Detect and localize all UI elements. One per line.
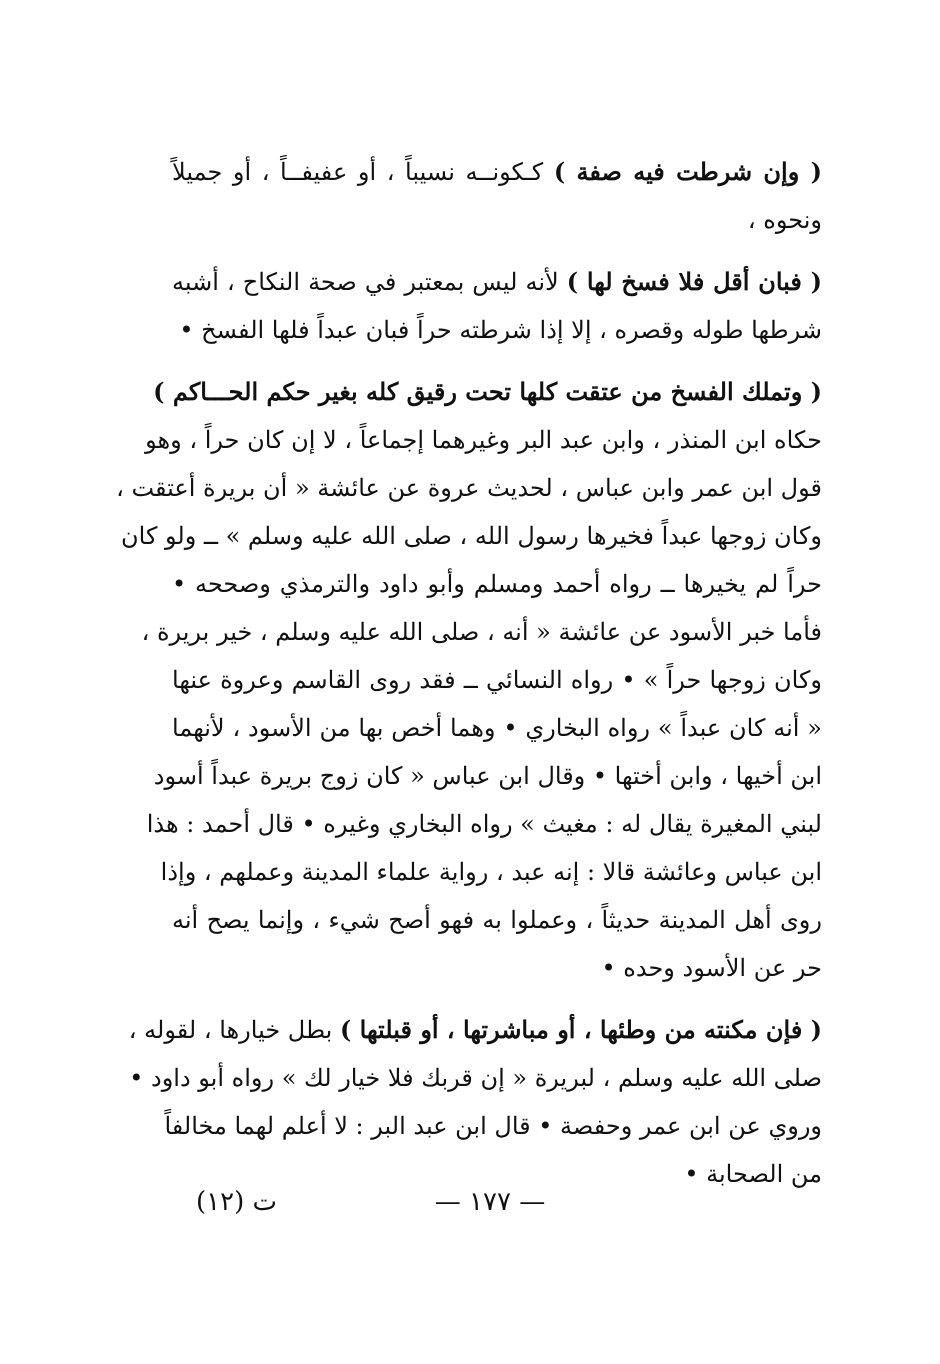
page-body xyxy=(116,148,822,1198)
body-text: فأما خبر الأسود عن عائشة « أنه ، صلى الله عليه وسلم ، خير بريرة ، xyxy=(141,618,822,646)
body-text: شرطها طوله وقصره ، إلا إذا شرطته حراً فبان عبداً فلها الفسخ • xyxy=(179,316,822,344)
body-text: ونحوه ، xyxy=(747,206,822,234)
body-text: وروي عن ابن عمر وحفصة • قال ابن عبد البر : لا أعلم لهما مخالفاً xyxy=(164,1112,822,1140)
body-text: ابن أخيها ، وابن أختها • وقال ابن عباس « كان زوج بريرة عبداً أسود xyxy=(153,762,822,790)
body-text: من الصحابة • xyxy=(684,1160,822,1188)
text-line xyxy=(172,258,822,306)
paragraph-gap xyxy=(172,354,822,368)
paragraph-gap xyxy=(172,244,822,258)
signature-mark: ت (١٢) xyxy=(196,1187,277,1217)
body-text: حر عن الأسود وحده • xyxy=(601,954,822,982)
paragraph xyxy=(172,148,822,244)
text-line xyxy=(160,848,822,896)
text-line xyxy=(153,752,822,800)
body-text: « أنه كان عبداً » رواه البخاري • وهما أخص بها من الأسود ، لأنهما xyxy=(172,714,822,742)
text-line xyxy=(145,416,822,464)
body-text: صلى الله عليه وسلم ، لبريرة « إن قربك فلا خيار لك » رواه أبو داود • xyxy=(129,1064,822,1092)
body-text: كـكونــه نسيباً ، أو عفيفــاً ، أو جميلاً xyxy=(172,158,544,186)
text-line xyxy=(172,306,822,354)
bold-heading: ( وإن شرطت فيه صفة ) xyxy=(553,157,822,186)
page-number: — ١٧٧ — xyxy=(434,1187,546,1217)
bold-heading: ( فبان أقل فلا فسخ لها ) xyxy=(566,267,822,296)
body-text: وكان زوجها عبداً فخيرها رسول الله ، صلى الله عليه وسلم » ــ ولو كان xyxy=(121,522,822,550)
body-text: ابن عباس وعائشة قالا : إنه عبد ، رواية علماء المدينة وعملهم ، وإذا xyxy=(160,858,822,886)
text-line xyxy=(153,368,822,416)
text-line xyxy=(172,944,822,992)
text-line xyxy=(121,512,822,560)
bold-heading: ( فإن مكنته من وطئها ، أو مباشرتها ، أو قبلتها ) xyxy=(339,1015,822,1044)
text-line xyxy=(172,656,822,704)
paragraph xyxy=(172,258,822,354)
text-line xyxy=(116,464,822,512)
body-text: حكاه ابن المنذر ، وابن عبد البر وغيرهما إجماعاً ، لا إن كان حراً ، وهو xyxy=(145,426,822,454)
text-line xyxy=(172,704,822,752)
text-line xyxy=(172,196,822,244)
text-line xyxy=(141,608,822,656)
text-line xyxy=(172,896,822,944)
paragraph-gap xyxy=(172,992,822,1006)
body-text: وكان زوجها حراً » • رواه النسائي ــ فقد روى القاسم وعروة عنها xyxy=(172,666,822,694)
bold-heading: ( وتملك الفسخ من عتقت كلها تحت رقيق كله بغير حكم الحـــاكم ) xyxy=(153,377,822,406)
body-text: قول ابن عمر وابن عباس ، لحديث عروة عن عائشة « أن بريرة أعتقت ، xyxy=(116,474,822,502)
paragraph xyxy=(128,1006,822,1198)
text-line xyxy=(172,560,822,608)
text-line xyxy=(172,148,822,196)
body-text: بطل خيارها ، لقوله ، xyxy=(128,1016,333,1044)
text-line xyxy=(128,1006,822,1054)
body-text: لأنه ليس بمعتبر في صحة النكاح ، أشبه xyxy=(172,268,559,296)
body-text: روى أهل المدينة حديثاً ، وعملوا به فهو أصح شيء ، وإنما يصح أنه xyxy=(172,906,822,934)
body-text: حراً لم يخيرها ــ رواه أحمد ومسلم وأبو داود والترمذي وصححه • xyxy=(172,570,822,598)
paragraph xyxy=(116,368,822,992)
text-line xyxy=(164,1102,822,1150)
body-text: لبني المغيرة يقال له : مغيث » رواه البخاري وغيره • قال أحمد : هذا xyxy=(146,810,822,838)
text-line xyxy=(146,800,822,848)
text-line xyxy=(129,1054,822,1102)
